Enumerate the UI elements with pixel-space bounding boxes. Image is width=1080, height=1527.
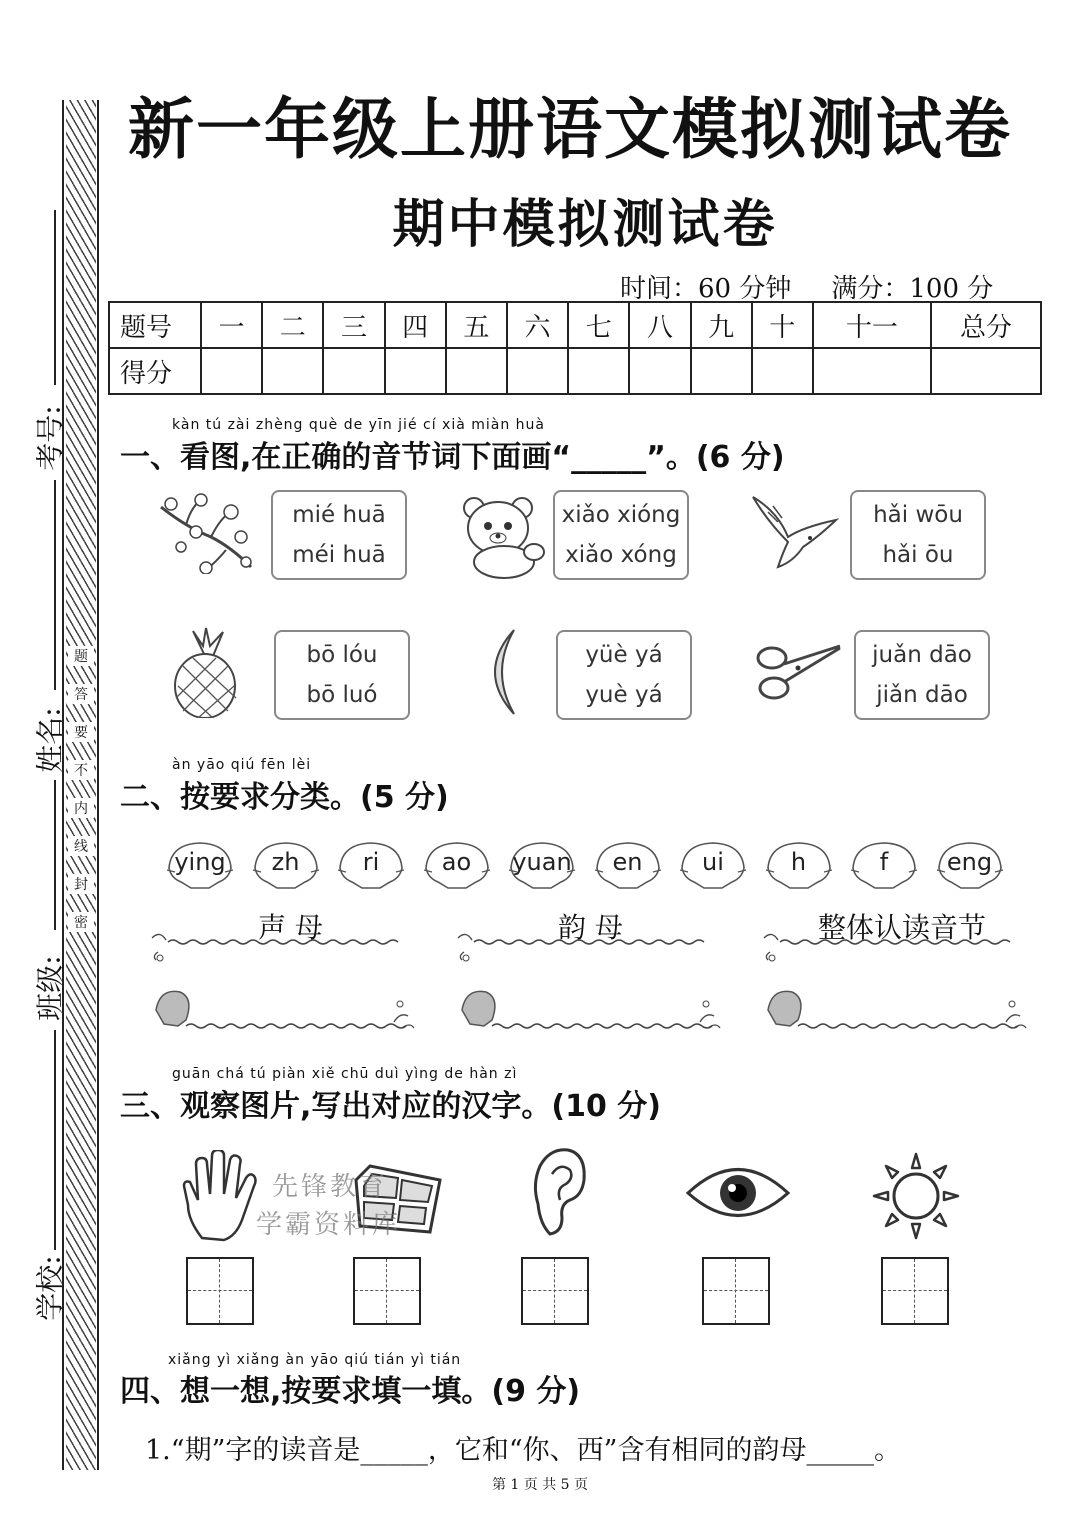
- writing-grid[interactable]: [881, 1257, 949, 1325]
- section3-title: 三、观察图片,写出对应的汉字。(10 分): [120, 1089, 662, 1124]
- pineapple-icon: [168, 626, 242, 718]
- column-header: 九: [691, 302, 752, 348]
- page-footer: 第 1 页 共 5 页: [491, 1477, 589, 1493]
- shell-label: ri: [362, 848, 380, 876]
- section4-pinyin: xiǎng yì xiǎng àn yāo qiú tián yì tián: [168, 1352, 462, 1368]
- pinyin-option[interactable]: xiǎo xióng: [561, 502, 681, 528]
- plum-blossom-icon: [156, 492, 256, 574]
- full-score: 满分：100 分: [831, 274, 994, 304]
- answer-line-bottom: [150, 988, 420, 1034]
- column-header: 五: [446, 302, 507, 348]
- pinyin-option[interactable]: jiǎn dāo: [876, 682, 968, 708]
- column-header: 四: [385, 302, 446, 348]
- answer-line-bottom: [456, 988, 726, 1034]
- class-blank: [54, 780, 56, 930]
- writing-grid[interactable]: [353, 1257, 421, 1325]
- score-table-header-row: [109, 302, 1041, 348]
- shell-syllable[interactable]: [933, 840, 1007, 890]
- score-table: [108, 301, 1042, 395]
- time-limit: 时间：60 分钟: [620, 274, 792, 304]
- scissors-icon: [752, 636, 844, 706]
- writing-grid[interactable]: [702, 1257, 770, 1325]
- score-cell[interactable]: [507, 348, 568, 394]
- category-label: 整体认读音节: [818, 911, 987, 944]
- crescent-moon-icon: [476, 626, 526, 718]
- hand-icon: [180, 1150, 260, 1242]
- ear-icon: [530, 1144, 590, 1240]
- seal-char: 封: [68, 874, 94, 894]
- score-cell[interactable]: [385, 348, 446, 394]
- answer-line-top: [454, 928, 714, 968]
- pinyin-option-box: [553, 490, 689, 580]
- seal-char: 题: [68, 646, 94, 666]
- shell-syllable[interactable]: [591, 840, 665, 890]
- shell-syllable[interactable]: [334, 840, 408, 890]
- score-table-score-row: [109, 348, 1041, 394]
- answer-line-top: [760, 928, 1020, 968]
- score-cell[interactable]: [813, 348, 931, 394]
- writing-grid[interactable]: [186, 1257, 254, 1325]
- school-label: 学校:: [33, 1255, 67, 1321]
- score-cell[interactable]: [691, 348, 752, 394]
- pinyin-option-box: [271, 490, 407, 580]
- row-label: 题号: [109, 302, 201, 348]
- category-label: 韵 母: [558, 911, 623, 944]
- shell-label: zh: [271, 848, 300, 876]
- answer-line-top: [148, 928, 408, 968]
- shell-label: ying: [174, 848, 226, 876]
- score-cell[interactable]: [629, 348, 690, 394]
- column-header: 一: [201, 302, 262, 348]
- shell-label: h: [790, 848, 807, 876]
- shell-syllable[interactable]: [762, 840, 836, 890]
- question-1: 1.“期”字的读音是_____，它和“你、西”含有相同的韵母_____。: [145, 1435, 901, 1466]
- shell-syllable[interactable]: [163, 840, 237, 890]
- score-cell[interactable]: [568, 348, 629, 394]
- shell-label: yuan: [512, 848, 572, 876]
- row-label: 得分: [109, 348, 201, 394]
- seal-char: 不: [68, 760, 94, 780]
- score-cell[interactable]: [201, 348, 262, 394]
- shell-syllable[interactable]: [505, 840, 579, 890]
- name-blank: [54, 480, 56, 690]
- pinyin-option[interactable]: juǎn dāo: [872, 642, 972, 668]
- score-cell[interactable]: [446, 348, 507, 394]
- shell-syllable[interactable]: [676, 840, 750, 890]
- answer-line-bottom: [762, 988, 1032, 1034]
- pinyin-option[interactable]: xiǎo xóng: [565, 542, 677, 568]
- seagull-icon: [748, 492, 840, 572]
- name-label: 姓名:: [33, 707, 67, 773]
- column-header: 七: [568, 302, 629, 348]
- exam-info: [620, 268, 993, 305]
- category-label: 声 母: [258, 911, 323, 944]
- seal-char: 要: [68, 722, 94, 742]
- pinyin-option[interactable]: yüè yá: [585, 642, 663, 668]
- seal-char: 答: [68, 684, 94, 704]
- pinyin-option-box: [854, 630, 990, 720]
- eye-icon: [684, 1160, 792, 1226]
- shell-label: ao: [441, 848, 472, 876]
- shell-syllable[interactable]: [847, 840, 921, 890]
- watermark-line-2: 学霸资料库: [256, 1210, 402, 1240]
- pinyin-option[interactable]: yuè yá: [585, 682, 663, 708]
- section3-pinyin: guān chá tú piàn xiě chū duì yìng de hàn zì: [172, 1066, 518, 1082]
- pinyin-option[interactable]: bō luó: [306, 682, 378, 708]
- pinyin-option[interactable]: mié huā: [292, 502, 386, 528]
- seal-char: 密: [68, 912, 94, 932]
- seal-char: 内: [68, 798, 94, 818]
- column-header: 八: [629, 302, 690, 348]
- pinyin-option[interactable]: méi huā: [292, 542, 386, 568]
- page-subtitle: 期中模拟测试卷: [392, 194, 778, 255]
- sun-icon: [870, 1150, 962, 1242]
- page-title: 新一年级上册语文模拟测试卷: [128, 90, 1012, 168]
- score-cell[interactable]: [931, 348, 1041, 394]
- section1-pinyin: kàn tú zài zhèng què de yīn jié cí xià miàn huà: [172, 417, 545, 433]
- pinyin-option[interactable]: bō lóu: [306, 642, 378, 668]
- column-header: 总分: [931, 302, 1041, 348]
- score-cell[interactable]: [323, 348, 384, 394]
- section1-title: 一、看图,在正确的音节词下面画“_____”。(6 分): [120, 440, 785, 475]
- school-blank: [54, 1030, 56, 1250]
- section2-title: 二、按要求分类。(5 分): [120, 780, 449, 815]
- exam-no-blank: [54, 210, 56, 385]
- section4-title: 四、想一想,按要求填一填。(9 分): [120, 1374, 581, 1409]
- watermark-line-1: 先锋教育: [272, 1172, 389, 1202]
- column-header: 六: [507, 302, 568, 348]
- shell-syllable[interactable]: [249, 840, 323, 890]
- binding-hatch: [66, 100, 96, 1470]
- bear-icon: [456, 490, 546, 580]
- pinyin-option-box: [274, 630, 410, 720]
- seal-char: 线: [68, 836, 94, 856]
- shell-label: f: [879, 848, 889, 876]
- score-cell[interactable]: [262, 348, 323, 394]
- section2-pinyin: àn yāo qiú fēn lèi: [172, 757, 312, 773]
- column-header: 十: [752, 302, 813, 348]
- pinyin-option[interactable]: hǎi ōu: [882, 542, 954, 568]
- shell-label: eng: [946, 848, 993, 876]
- shell-label: ui: [702, 848, 724, 876]
- exam-no-label: 考号:: [33, 405, 67, 471]
- pinyin-option-box: [850, 490, 986, 580]
- score-cell[interactable]: [752, 348, 813, 394]
- column-header: 三: [323, 302, 384, 348]
- column-header: 二: [262, 302, 323, 348]
- binding-line-right: [97, 100, 99, 1470]
- pinyin-option-box: [556, 630, 692, 720]
- pinyin-option[interactable]: hǎi wōu: [873, 502, 963, 528]
- shell-label: en: [612, 848, 643, 876]
- column-header: 十一: [813, 302, 931, 348]
- class-label: 班级:: [33, 955, 67, 1021]
- shell-syllable[interactable]: [420, 840, 494, 890]
- writing-grid[interactable]: [521, 1257, 589, 1325]
